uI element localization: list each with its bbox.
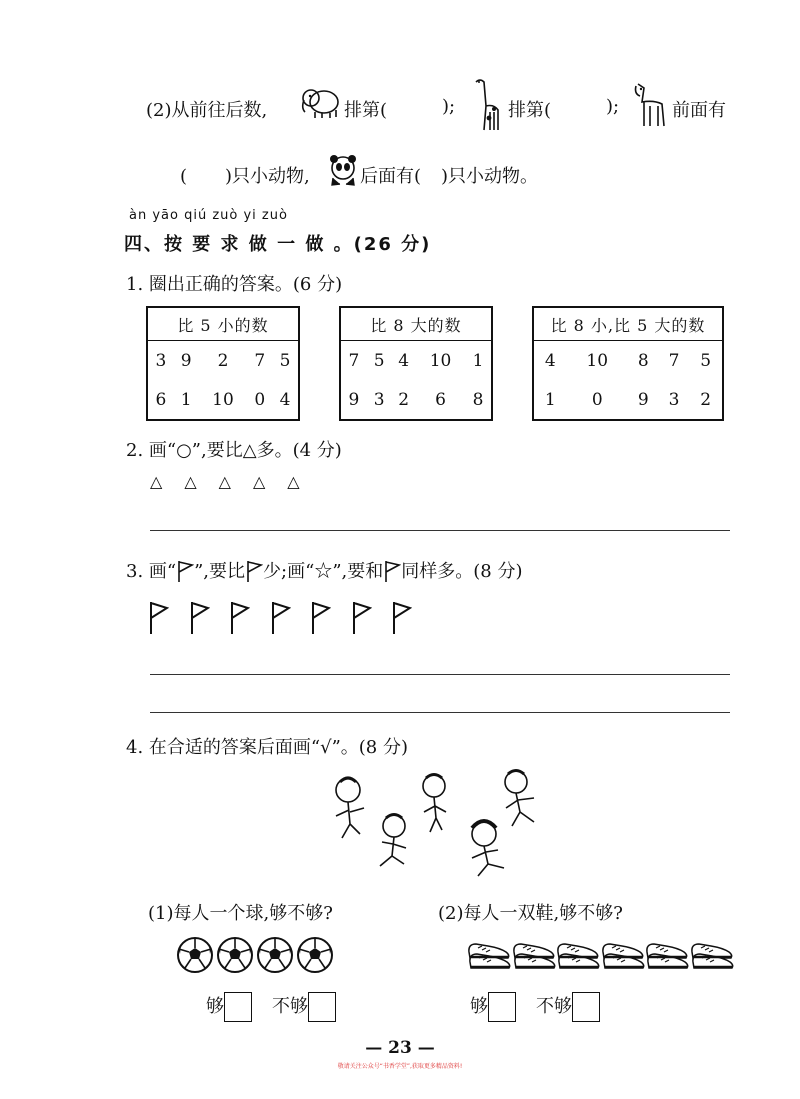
flag-icon: [309, 600, 331, 636]
section-heading: 四、按 要 求 做 一 做 。(26 分): [124, 234, 432, 255]
table-cell[interactable]: 6: [435, 389, 446, 410]
table-cell[interactable]: 0: [254, 389, 266, 410]
table-cell[interactable]: 10: [429, 350, 452, 371]
shoe-pair-icon: [689, 936, 735, 970]
table-cell[interactable]: 8: [472, 389, 484, 410]
table-cell[interactable]: 1: [180, 389, 192, 410]
table-cell[interactable]: 0: [591, 389, 603, 410]
soccer-ball-icon: [296, 936, 334, 974]
flag-icon: [188, 600, 210, 636]
answer-line[interactable]: [150, 530, 730, 531]
q4-sub1-question: (1)每人一个球,够不够?: [148, 903, 333, 924]
triangle-icon: △: [150, 472, 163, 491]
soccer-ball-icon: [256, 936, 294, 974]
table-cell[interactable]: 7: [254, 350, 266, 371]
triangle-row: [150, 472, 300, 491]
elephant-icon: [300, 84, 342, 120]
soccer-ball-icon: [216, 936, 254, 974]
table-cell[interactable]: 10: [212, 389, 234, 410]
shoe-pair-icon: [466, 936, 512, 970]
flag-icon: [350, 600, 372, 636]
table-cell[interactable]: 5: [373, 350, 385, 371]
table-cell[interactable]: 4: [279, 389, 291, 410]
answer-line[interactable]: [150, 674, 730, 675]
giraffe-icon: [470, 76, 504, 132]
table-cell[interactable]: 7: [668, 350, 680, 371]
flag-icon: [176, 559, 194, 583]
table-cell[interactable]: 3: [373, 389, 385, 410]
shoe-pair-icon: [600, 936, 646, 970]
table-cell[interactable]: 9: [348, 389, 360, 410]
table-cell[interactable]: 8: [637, 350, 649, 371]
shoe-pair-icon: [555, 936, 601, 970]
q2-title: 2. 画“○”,要比△多。(4 分): [126, 440, 342, 461]
sub1-answer-row: 够 不够: [206, 992, 336, 1022]
number-table-2: 比 8 大的数 7 5 4 10 1 9 3 2 6 8: [339, 306, 493, 421]
table-cell[interactable]: 3: [668, 389, 680, 410]
table-cell[interactable]: 1: [472, 350, 484, 371]
shoe-pair-icon: [644, 936, 690, 970]
table-cell[interactable]: 4: [398, 350, 410, 371]
section-pinyin: àn yāo qiú zuò yi zuò: [129, 208, 288, 223]
q4-sub2-question: (2)每人一双鞋,够不够?: [438, 903, 623, 924]
children-illustration: [320, 768, 560, 880]
soccer-ball-icon: [176, 936, 214, 974]
table-cell[interactable]: 2: [700, 389, 712, 410]
table-cell[interactable]: 9: [180, 350, 192, 371]
table-cell[interactable]: 10: [586, 350, 609, 371]
panda-icon: [328, 154, 358, 186]
q1-title: 1. 圈出正确的答案。(6 分): [126, 274, 343, 295]
not-enough-checkbox[interactable]: [308, 992, 336, 1022]
not-enough-checkbox[interactable]: [572, 992, 600, 1022]
table-cell[interactable]: 2: [217, 350, 229, 371]
table-cell[interactable]: 6: [155, 389, 167, 410]
triangle-icon: △: [252, 472, 266, 491]
number-table-1: 比 5 小的数 3 9 2 7 5 6 1 10 0 4: [146, 306, 300, 421]
flag-row: [147, 600, 437, 640]
table-cell[interactable]: 4: [544, 350, 556, 371]
shoe-pair-icon: [511, 936, 557, 970]
flag-icon: [383, 559, 401, 583]
table-cell[interactable]: 7: [348, 350, 360, 371]
number-table-3: 比 8 小,比 5 大的数 4 10 8 7 5 1 0 9 3 2: [532, 306, 724, 421]
order-question-line1: (2)从前往后数,: [146, 100, 268, 121]
footer-note: 敬请关注公众号“书香学堂”,获取更多精品资料!: [337, 1063, 463, 1070]
q4-title: 4. 在合适的答案后面画“√”。(8 分): [126, 737, 408, 758]
table-cell[interactable]: 3: [155, 350, 167, 371]
table-cell[interactable]: 9: [637, 389, 649, 410]
answer-line[interactable]: [150, 712, 730, 713]
ball-row: [176, 934, 336, 976]
shoe-row: [466, 936, 746, 972]
table-cell[interactable]: 5: [700, 350, 712, 371]
table-cell[interactable]: 2: [398, 389, 410, 410]
horse-icon: [632, 80, 670, 128]
enough-checkbox[interactable]: [224, 992, 252, 1022]
page-number: — 23 —: [365, 1038, 435, 1058]
triangle-icon: △: [287, 472, 300, 491]
enough-checkbox[interactable]: [488, 992, 516, 1022]
q3-title: 3. 画“ ”,要比 少;画“☆”,要和 同样多。(8 分): [126, 561, 523, 582]
order-question-line2: ( )只小动物,: [180, 166, 310, 187]
sub2-answer-row: 够 不够: [470, 992, 600, 1022]
triangle-icon: △: [218, 472, 231, 491]
table-cell[interactable]: 1: [544, 389, 556, 410]
flag-icon: [245, 559, 263, 583]
triangle-icon: △: [184, 472, 197, 491]
flag-icon: [390, 600, 412, 636]
flag-icon: [269, 600, 291, 636]
flag-icon: [147, 600, 169, 636]
flag-icon: [228, 600, 250, 636]
table-cell[interactable]: 5: [279, 350, 291, 371]
